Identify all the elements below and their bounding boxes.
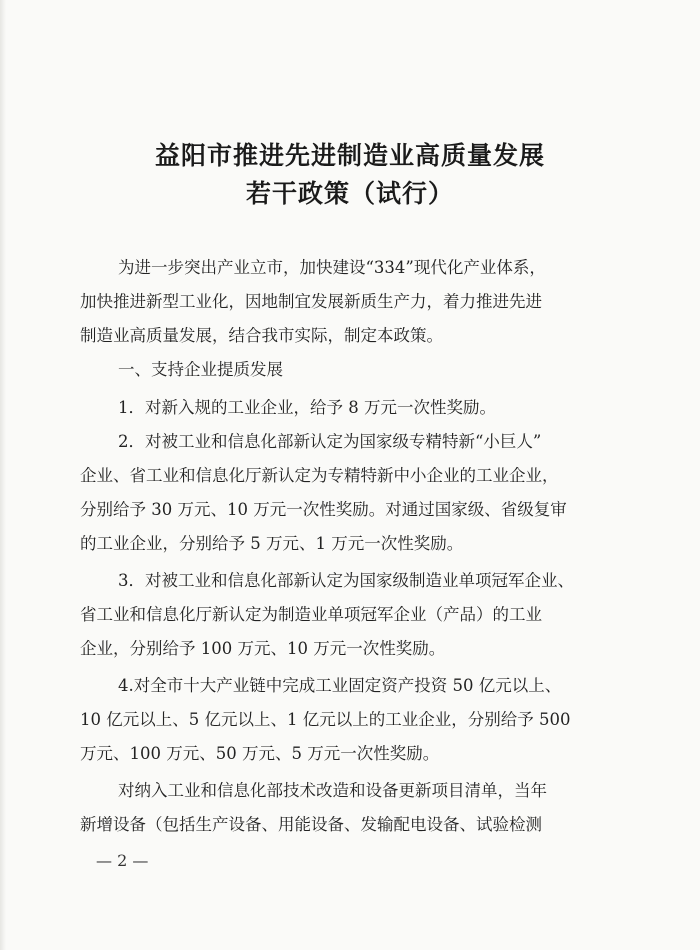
body-line-8: 分别给予 30 万元、10 万元一次性奖励。对通过国家级、省级复审 bbox=[80, 500, 567, 519]
body-line-1: 为进一步突出产业立市，加快建设“334”现代化产业体系， bbox=[118, 258, 546, 277]
document-title-line-2: 若干政策（试行） bbox=[245, 179, 454, 208]
body-line-5: 1．对新入规的工业企业，给予 8 万元一次性奖励。 bbox=[118, 398, 496, 417]
body-line-13: 4.对全市十大产业链中完成工业固定资产投资 50 亿元以上、 bbox=[118, 676, 562, 695]
body-line-9: 的工业企业，分别给予 5 万元、1 万元一次性奖励。 bbox=[80, 534, 464, 553]
body-line-14: 10 亿元以上、5 亿元以上、1 亿元以上的工业企业，分别给予 500 bbox=[80, 710, 571, 729]
page-number: — 2 — bbox=[96, 851, 149, 870]
body-line-10: 3．对被工业和信息化部新认定为国家级制造业单项冠军企业、 bbox=[118, 571, 574, 590]
body-line-6: 2．对被工业和信息化部新认定为国家级专精特新“小巨人” bbox=[118, 432, 542, 451]
section-heading: 一、支持企业提质发展 bbox=[118, 360, 283, 379]
body-line-12: 企业，分别给予 100 万元、10 万元一次性奖励。 bbox=[80, 639, 446, 658]
body-line-11: 省工业和信息化厅新认定为制造业单项冠军企业（产品）的工业 bbox=[80, 605, 542, 624]
body-line-15: 万元、100 万元、50 万元、5 万元一次性奖励。 bbox=[80, 744, 440, 763]
body-line-7: 企业、省工业和信息化厅新认定为专精特新中小企业的工业企业， bbox=[80, 466, 559, 485]
body-line-17: 新增设备（包括生产设备、用能设备、发输配电设备、试验检测 bbox=[80, 815, 542, 834]
body-line-3: 制造业高质量发展，结合我市实际，制定本政策。 bbox=[80, 326, 443, 345]
body-line-16: 对纳入工业和信息化部技术改造和设备更新项目清单，当年 bbox=[118, 781, 547, 800]
document-title-line-1: 益阳市推进先进制造业高质量发展 bbox=[154, 141, 545, 170]
body-line-2: 加快推进新型工业化，因地制宜发展新质生产力，着力推进先进 bbox=[80, 292, 542, 311]
